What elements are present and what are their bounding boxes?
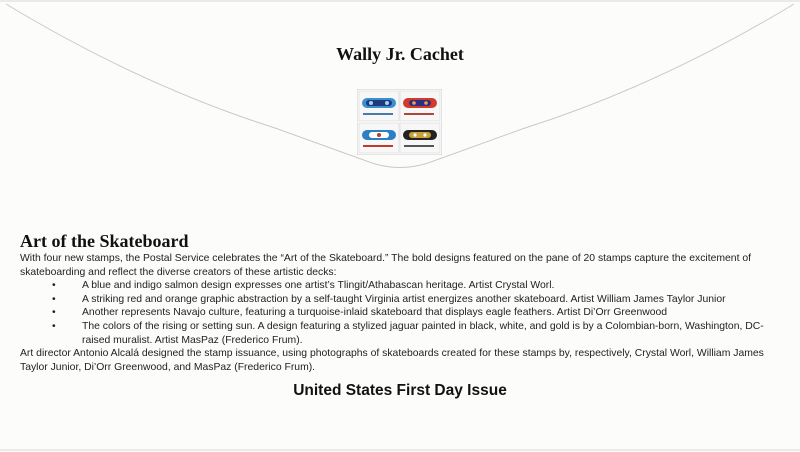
description xyxy=(20,252,790,374)
list-item xyxy=(20,293,790,307)
list-item-text: Another represents Navajo culture, featuring a turquoise-inlaid skateboard that displays eagle feathers. Artist Di’Orr Greenwood xyxy=(82,307,668,319)
list-item xyxy=(20,279,790,293)
bullet-icon: • xyxy=(52,280,56,292)
intro-paragraph: With four new stamps, the Postal Service celebrates the “Art of the Skateboard.” The bold designs featured on the pane of 20 stamps capture the excitement of skateboarding and reflect the diverse creators of these artistic decks: xyxy=(20,253,752,278)
list-item xyxy=(20,306,790,320)
heading-art-of-the-skateboard: Art of the Skateboard xyxy=(20,231,189,251)
bullet-icon: • xyxy=(52,320,56,332)
list-item-text: The colors of the rising or setting sun. A design featuring a stylized jaguar painted in black, white, and gold is by a Colombian-born, Washington, DC-raised muralist. Artist MasPaz (Frederico Frum). xyxy=(82,320,764,346)
bullet-icon: • xyxy=(52,293,56,305)
jaguar-sun-stamp xyxy=(400,123,440,153)
red-orange-abstraction-stamp xyxy=(400,91,440,121)
stamp-block xyxy=(357,89,442,155)
first-day-issue-label: United States First Day Issue xyxy=(293,382,507,399)
list-item-text: A blue and indigo salmon design expresses one artist’s Tlingit/Athabascan heritage. Artist Crystal Worl. xyxy=(82,280,555,292)
bullet-icon: • xyxy=(52,307,56,319)
blue-indigo-salmon-stamp xyxy=(359,91,399,121)
navajo-turquoise-stamp xyxy=(359,123,399,153)
list-item-text: A striking red and orange graphic abstraction by a self-taught Virginia artist energizes another skateboard. Artist William James Taylor Junior xyxy=(82,293,726,305)
cachet-title: Wally Jr. Cachet xyxy=(336,44,464,64)
closing-paragraph: Art director Antonio Alcalá designed the stamp issuance, using photographs of skateboards created for these stamps by, respectively, Crystal Worl, William James Taylor Junior, Di’Orr Greenwood, and MasPaz (Frederico Frum). xyxy=(20,348,764,373)
artist-list xyxy=(20,279,790,347)
list-item xyxy=(20,320,790,347)
